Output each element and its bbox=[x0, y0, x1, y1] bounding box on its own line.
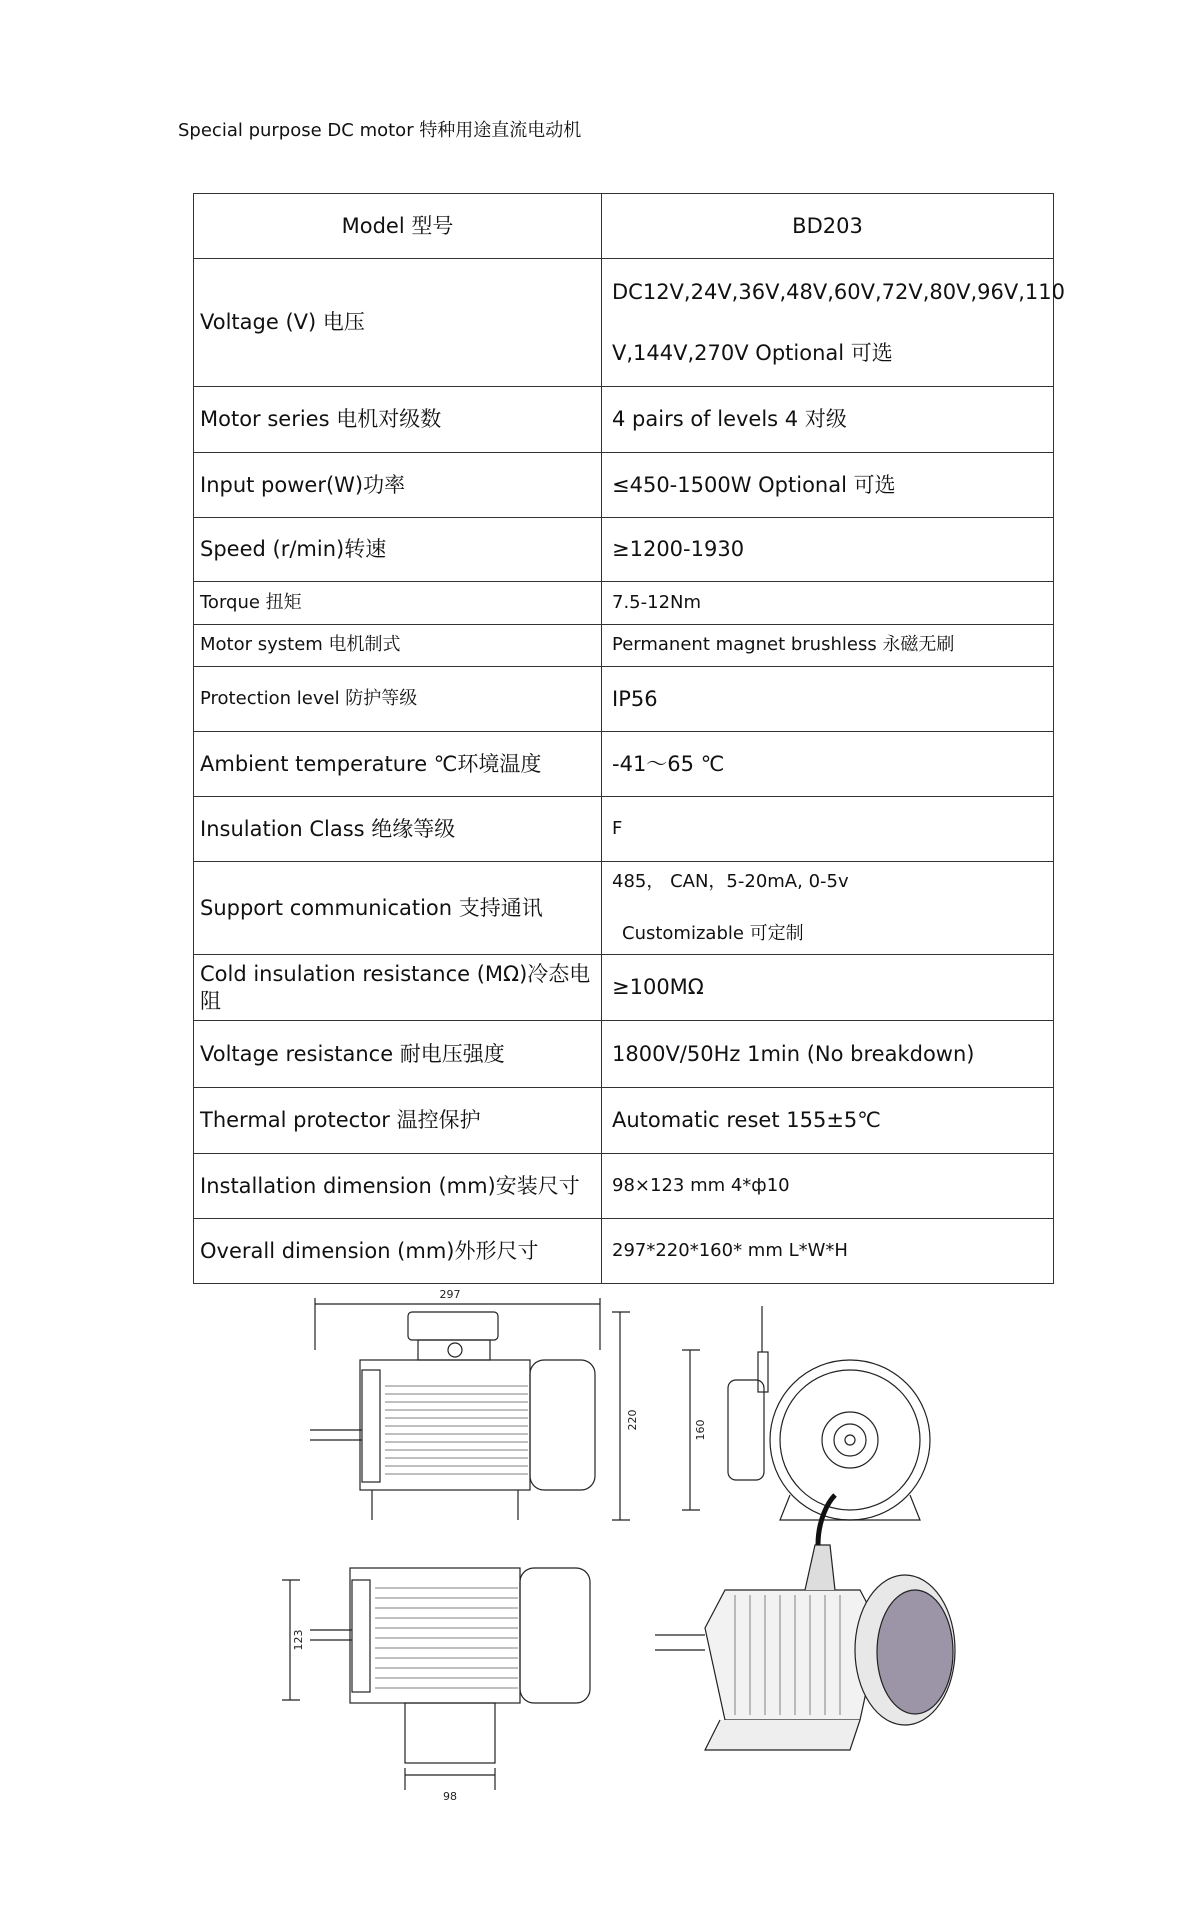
row-key-installation-dimension: Installation dimension (mm)安装尺寸 bbox=[194, 1154, 602, 1219]
row-value-voltage-resistance: 1800V/50Hz 1min (No breakdown) bbox=[602, 1021, 1054, 1088]
table-row bbox=[194, 387, 1054, 453]
dim-mount-depth-label: 98 bbox=[443, 1790, 457, 1803]
front-view-drawing bbox=[310, 1298, 630, 1520]
communication-line-1: 485， CAN，5-20mA, 0-5v bbox=[612, 870, 849, 892]
row-key-insulation-class: Insulation Class 绝缘等级 bbox=[194, 797, 602, 862]
row-key-motor-series: Motor series 电机对级数 bbox=[194, 387, 602, 453]
row-key-protection-level: Protection level 防护等级 bbox=[194, 667, 602, 732]
dim-length-label: 297 bbox=[439, 1290, 461, 1301]
table-row bbox=[194, 625, 1054, 667]
row-value-cold-insulation: ≥100MΩ bbox=[602, 955, 1054, 1021]
document-title: Special purpose DC motor 特种用途直流电动机 bbox=[178, 120, 582, 141]
voltage-line-1: DC12V,24V,36V,48V,60V,72V,80V,96V,110 bbox=[612, 280, 1066, 305]
row-key-voltage: Voltage (V) 电压 bbox=[194, 259, 602, 387]
table-row bbox=[194, 1154, 1054, 1219]
table-row bbox=[194, 732, 1054, 797]
row-key-thermal-protector: Thermal protector 温控保护 bbox=[194, 1088, 602, 1154]
communication-line-2: Customizable 可定制 bbox=[622, 923, 804, 944]
row-key-ambient-temperature: Ambient temperature ℃环境温度 bbox=[194, 732, 602, 797]
row-value-voltage bbox=[602, 259, 1066, 387]
row-value-protection-level: IP56 bbox=[602, 667, 1054, 732]
table-row bbox=[194, 797, 1054, 862]
row-value-motor-system: Permanent magnet brushless 永磁无刷 bbox=[602, 625, 1054, 667]
side-view-drawing bbox=[682, 1306, 930, 1520]
dim-height-label: 220 bbox=[626, 1409, 639, 1431]
row-key-motor-system: Motor system 电机制式 bbox=[194, 625, 602, 667]
row-value-input-power: ≤450-1500W Optional 可选 bbox=[602, 453, 1054, 518]
table-row bbox=[194, 1088, 1054, 1154]
header-key: Model 型号 bbox=[194, 194, 602, 259]
table-row bbox=[194, 1219, 1054, 1284]
row-value-overall-dimension: 297*220*160* mm L*W*H bbox=[602, 1219, 1054, 1284]
table-row bbox=[194, 518, 1054, 582]
spec-table bbox=[193, 193, 1066, 1284]
table-row bbox=[194, 862, 1054, 955]
row-key-support-communication: Support communication 支持通讯 bbox=[194, 862, 602, 955]
row-key-overall-dimension: Overall dimension (mm)外形尺寸 bbox=[194, 1219, 602, 1284]
row-key-voltage-resistance: Voltage resistance 耐电压强度 bbox=[194, 1021, 602, 1088]
row-value-torque: 7.5-12Nm bbox=[602, 582, 1054, 625]
header-value: BD203 bbox=[602, 194, 1054, 259]
table-header-row bbox=[194, 194, 1054, 259]
table-row bbox=[194, 259, 1054, 387]
table-row bbox=[194, 453, 1054, 518]
row-key-speed: Speed (r/min)转速 bbox=[194, 518, 602, 582]
table-row bbox=[194, 582, 1054, 625]
row-value-support-communication bbox=[602, 862, 1054, 955]
row-key-cold-insulation: Cold insulation resistance (MΩ)冷态电阻 bbox=[194, 955, 602, 1021]
table-row bbox=[194, 1021, 1054, 1088]
dim-mount-width-label: 123 bbox=[292, 1629, 305, 1651]
table-row bbox=[194, 955, 1054, 1021]
voltage-line-2: V,144V,270V Optional 可选 bbox=[612, 340, 893, 365]
row-value-thermal-protector: Automatic reset 155±5℃ bbox=[602, 1088, 1054, 1154]
dim-side-label: 160 bbox=[694, 1419, 707, 1441]
row-value-installation-dimension: 98×123 mm 4*ф10 bbox=[602, 1154, 1054, 1219]
row-key-input-power: Input power(W)功率 bbox=[194, 453, 602, 518]
top-view-drawing bbox=[282, 1568, 590, 1790]
row-value-insulation-class: F bbox=[602, 797, 1054, 862]
table-row bbox=[194, 667, 1054, 732]
isometric-view-drawing bbox=[655, 1495, 955, 1750]
row-value-motor-series: 4 pairs of levels 4 对级 bbox=[602, 387, 1054, 453]
row-value-speed: ≥1200-1930 bbox=[602, 518, 1054, 582]
motor-technical-drawing bbox=[0, 1290, 1181, 1830]
row-key-torque: Torque 扭矩 bbox=[194, 582, 602, 625]
row-value-ambient-temperature: -41～65 ℃ bbox=[602, 732, 1054, 797]
